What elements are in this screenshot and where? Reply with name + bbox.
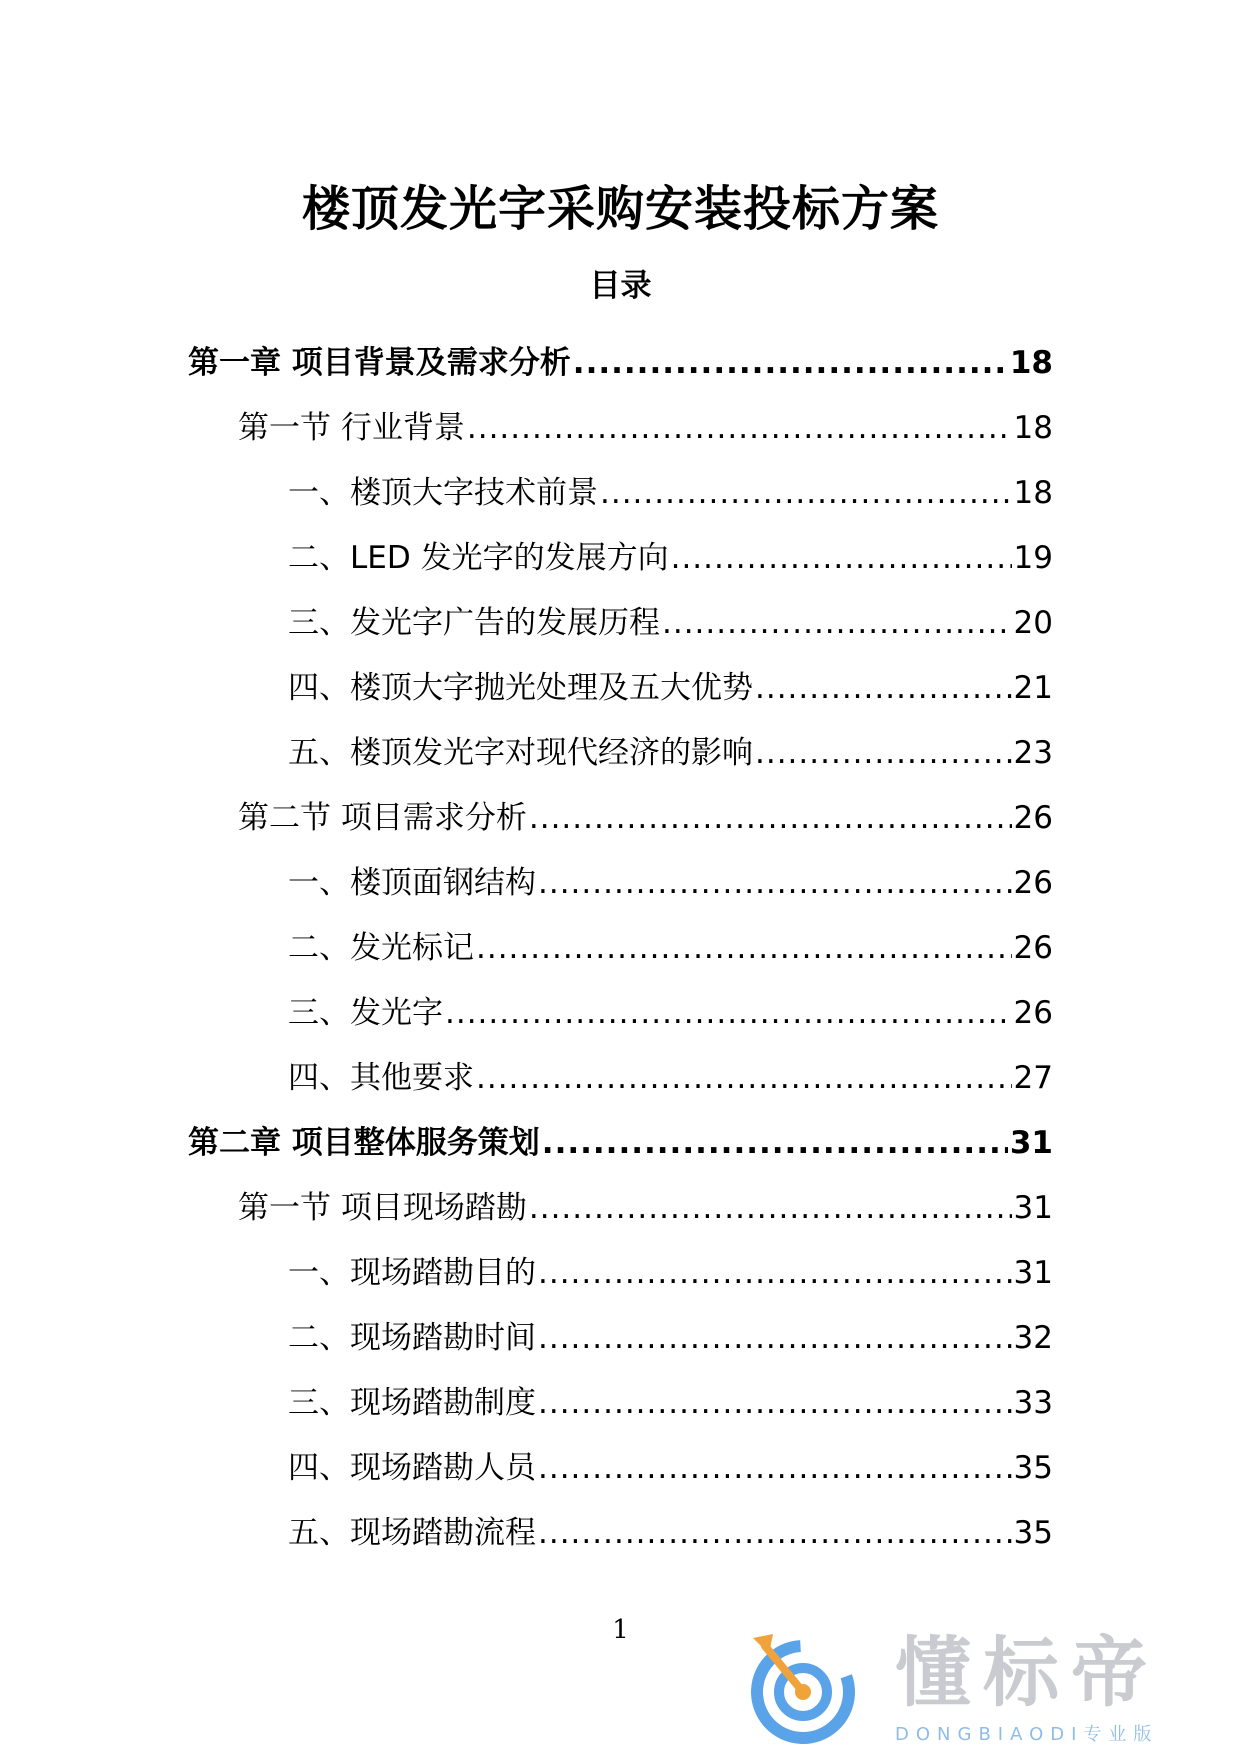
toc-entry-page: 35 [1013, 1515, 1053, 1551]
toc-subsection[interactable] [288, 652, 1241, 717]
toc-entry-page: 26 [1013, 930, 1053, 966]
target-arrow-icon [743, 1624, 869, 1750]
toc-subsection[interactable] [288, 1302, 1241, 1367]
dot-leader [529, 1190, 1012, 1226]
toc-chapter-1[interactable] [188, 327, 1241, 392]
toc-subsection[interactable] [288, 587, 1241, 652]
toc-entry-title: 第一章 项目背景及需求分析 [188, 345, 571, 381]
toc-entry-title: 第一节 项目现场踏勘 [238, 1190, 527, 1226]
toc-entry-page: 19 [1013, 540, 1053, 576]
document-title: 楼顶发光字采购安装投标方案 [301, 181, 939, 237]
toc-entry-page: 31 [1013, 1255, 1053, 1291]
toc-entry-title: 五、现场踏勘流程 [288, 1515, 536, 1551]
toc-subsection[interactable] [288, 1042, 1241, 1107]
toc-entry-page: 18 [1013, 410, 1053, 446]
toc-section[interactable] [238, 782, 1241, 847]
page-number: 1 [612, 1615, 629, 1645]
toc-entry-page: 18 [1009, 345, 1053, 381]
toc-entry-page: 26 [1013, 865, 1053, 901]
toc-entry-page: 31 [1009, 1125, 1053, 1161]
toc-entry-page: 18 [1013, 475, 1053, 511]
dot-leader [467, 410, 1012, 446]
toc-entry-title: 第二节 项目需求分析 [238, 800, 527, 836]
toc-entry-page: 26 [1013, 995, 1053, 1031]
dot-leader [755, 670, 1012, 706]
toc-subsection[interactable] [288, 1432, 1241, 1497]
dot-leader [445, 995, 1012, 1031]
dot-leader [755, 735, 1012, 771]
toc-entry-title: 第一节 行业背景 [238, 410, 465, 446]
dot-leader [573, 345, 1008, 381]
toc-entry-page: 33 [1013, 1385, 1053, 1421]
toc-entry-title: 二、LED 发光字的发展方向 [288, 540, 669, 576]
dot-leader [529, 800, 1012, 836]
toc-entry-title: 一、楼顶大字技术前景 [288, 475, 598, 511]
toc-heading: 目录 [589, 268, 652, 304]
watermark-brand-name: 懂标帝 [895, 1628, 1159, 1717]
toc-subsection[interactable] [288, 457, 1241, 522]
toc-entry-page: 26 [1013, 800, 1053, 836]
toc-chapter-2[interactable] [188, 1107, 1241, 1172]
toc-entry-title: 四、现场踏勘人员 [288, 1450, 536, 1486]
toc-entry-page: 31 [1013, 1190, 1053, 1226]
toc-subsection[interactable] [288, 717, 1241, 782]
toc-subsection[interactable] [288, 1367, 1241, 1432]
watermark-subtitle: DONGBIAODI专业版 [895, 1724, 1159, 1745]
dot-leader [662, 605, 1012, 641]
toc-entry-title: 四、楼顶大字抛光处理及五大优势 [288, 670, 753, 706]
toc-entry-title: 第二章 项目整体服务策划 [188, 1125, 540, 1161]
toc-entry-title: 二、发光标记 [288, 930, 474, 966]
toc-subsection[interactable] [288, 912, 1241, 977]
dot-leader [538, 1320, 1012, 1356]
toc-subsection[interactable] [288, 847, 1241, 912]
toc-entry-page: 35 [1013, 1450, 1053, 1486]
toc-entry-title: 一、楼顶面钢结构 [288, 865, 536, 901]
toc-subsection[interactable] [288, 1237, 1241, 1302]
dot-leader [671, 540, 1012, 576]
dot-leader [476, 1060, 1012, 1096]
dot-leader [538, 865, 1012, 901]
toc-subsection[interactable] [288, 522, 1241, 587]
dot-leader [538, 1515, 1012, 1551]
toc-entry-title: 二、现场踏勘时间 [288, 1320, 536, 1356]
toc-entry-page: 21 [1013, 670, 1053, 706]
toc-entry-page: 27 [1013, 1060, 1053, 1096]
toc-entry-title: 三、现场踏勘制度 [288, 1385, 536, 1421]
toc-entry-page: 32 [1013, 1320, 1053, 1356]
dot-leader [538, 1450, 1012, 1486]
toc-subsection[interactable] [288, 977, 1241, 1042]
watermark [743, 1624, 1223, 1750]
table-of-contents [0, 327, 1241, 1562]
dot-leader [542, 1125, 1008, 1161]
toc-entry-title: 三、发光字 [288, 995, 443, 1031]
toc-entry-title: 一、现场踏勘目的 [288, 1255, 536, 1291]
dot-leader [476, 930, 1012, 966]
toc-entry-page: 20 [1013, 605, 1053, 641]
toc-subsection[interactable] [288, 1497, 1241, 1562]
dot-leader [538, 1255, 1012, 1291]
toc-entry-title: 五、楼顶发光字对现代经济的影响 [288, 735, 753, 771]
toc-entry-title: 四、其他要求 [288, 1060, 474, 1096]
toc-section[interactable] [238, 392, 1241, 457]
dot-leader [538, 1385, 1012, 1421]
toc-section[interactable] [238, 1172, 1241, 1237]
toc-entry-title: 三、发光字广告的发展历程 [288, 605, 660, 641]
toc-entry-page: 23 [1013, 735, 1053, 771]
dot-leader [600, 475, 1012, 511]
